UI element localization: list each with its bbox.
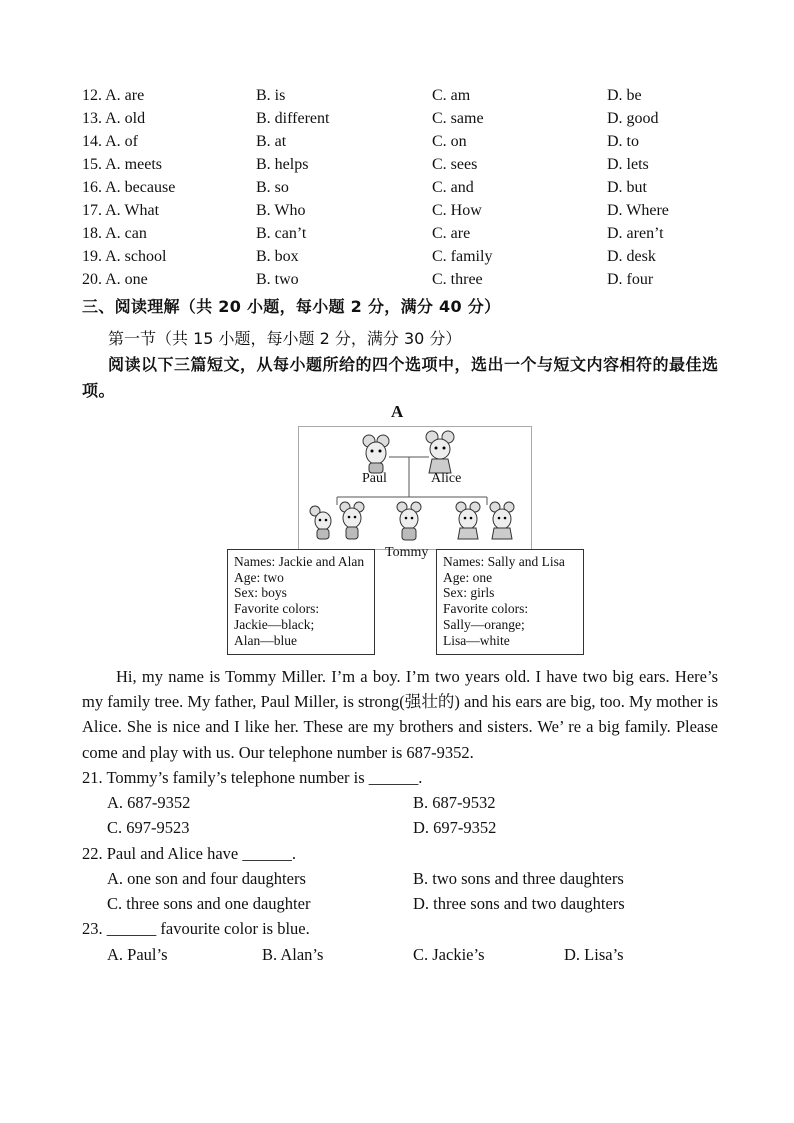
option-row: 18. A. can B. can’t C. are D. aren’t bbox=[82, 225, 664, 242]
question-22: 22. Paul and Alice have ______. bbox=[82, 844, 297, 863]
option-row: 20. A. one B. two C. three D. four bbox=[82, 271, 654, 288]
option-row: 17. A. What B. Who C. How D. Where bbox=[82, 202, 669, 219]
tree-label-father: Paul bbox=[362, 471, 387, 486]
question-22-option-c: C. three sons and one daughter bbox=[107, 894, 311, 913]
option-row: 14. A. of B. at C. on D. to bbox=[82, 133, 639, 150]
instructions: 阅读以下三篇短文，从每小题所给的四个选项中，选出一个与短文内容相符的最佳选项。 bbox=[82, 355, 719, 400]
passage-label: A bbox=[391, 402, 404, 421]
family-tree-illustration bbox=[298, 426, 532, 550]
mouse-paul-icon bbox=[363, 435, 389, 473]
question-21-option-c: C. 697-9523 bbox=[107, 818, 190, 837]
info-box-boys: Names: Jackie and Alan Age: two Sex: boys Favorite colors: Jackie—black; Alan—blue bbox=[227, 549, 375, 655]
cloze-options bbox=[82, 84, 722, 291]
family-tree-lines bbox=[299, 427, 531, 549]
mouse-alice-icon bbox=[426, 431, 454, 473]
info-box-girls: Names: Sally and Lisa Age: one Sex: girls Favorite colors: Sally—orange; Lisa—white bbox=[436, 549, 584, 655]
question-23-option-a: A. Paul’s bbox=[107, 945, 168, 964]
question-22-option-d: D. three sons and two daughters bbox=[413, 894, 625, 913]
question-23-option-c: C. Jackie’s bbox=[413, 945, 485, 964]
question-22-option-a: A. one son and four daughters bbox=[107, 869, 306, 888]
option-row: 13. A. old B. different C. same D. good bbox=[82, 110, 659, 127]
tree-label-mother: Alice bbox=[431, 471, 462, 486]
tree-label-child: Tommy bbox=[385, 545, 429, 560]
question-23-option-b: B. Alan’s bbox=[262, 945, 324, 964]
section-title: 三、阅读理解（共 20 小题，每小题 2 分，满分 40 分） bbox=[82, 297, 501, 316]
passage-text: Hi, my name is Tommy Miller. I’m a boy. I’m two years old. I have two big ears. Here’s my family tree. My father, Paul Miller, is strong(强壮的) and his ears are big, too. My mother is Alice. She is nice and I like her. These are my brothers and sisters. We’ re a big family. Please come and play with us. Our telephone number is 687-9352. bbox=[82, 667, 718, 762]
question-23: 23. ______ favourite color is blue. bbox=[82, 919, 310, 938]
mouse-sally-lisa-icon bbox=[456, 502, 514, 539]
mouse-tommy-icon bbox=[397, 502, 421, 540]
question-23-option-d: D. Lisa’s bbox=[564, 945, 624, 964]
question-21-option-a: A. 687-9352 bbox=[107, 793, 191, 812]
question-21-option-b: B. 687-9532 bbox=[413, 793, 496, 812]
option-row: 15. A. meets B. helps C. sees D. lets bbox=[82, 156, 649, 173]
question-21-option-d: D. 697-9352 bbox=[413, 818, 497, 837]
question-21: 21. Tommy’s family’s telephone number is ______. bbox=[82, 768, 423, 787]
mouse-jackie-alan-icon bbox=[310, 502, 364, 539]
option-row: 19. A. school B. box C. family D. desk bbox=[82, 248, 656, 265]
section-subtitle: 第一节（共 15 小题，每小题 2 分，满分 30 分） bbox=[108, 329, 462, 348]
option-row: 16. A. because B. so C. and D. but bbox=[82, 179, 647, 196]
question-22-option-b: B. two sons and three daughters bbox=[413, 869, 624, 888]
option-row: 12. A. are B. is C. am D. be bbox=[82, 87, 642, 104]
